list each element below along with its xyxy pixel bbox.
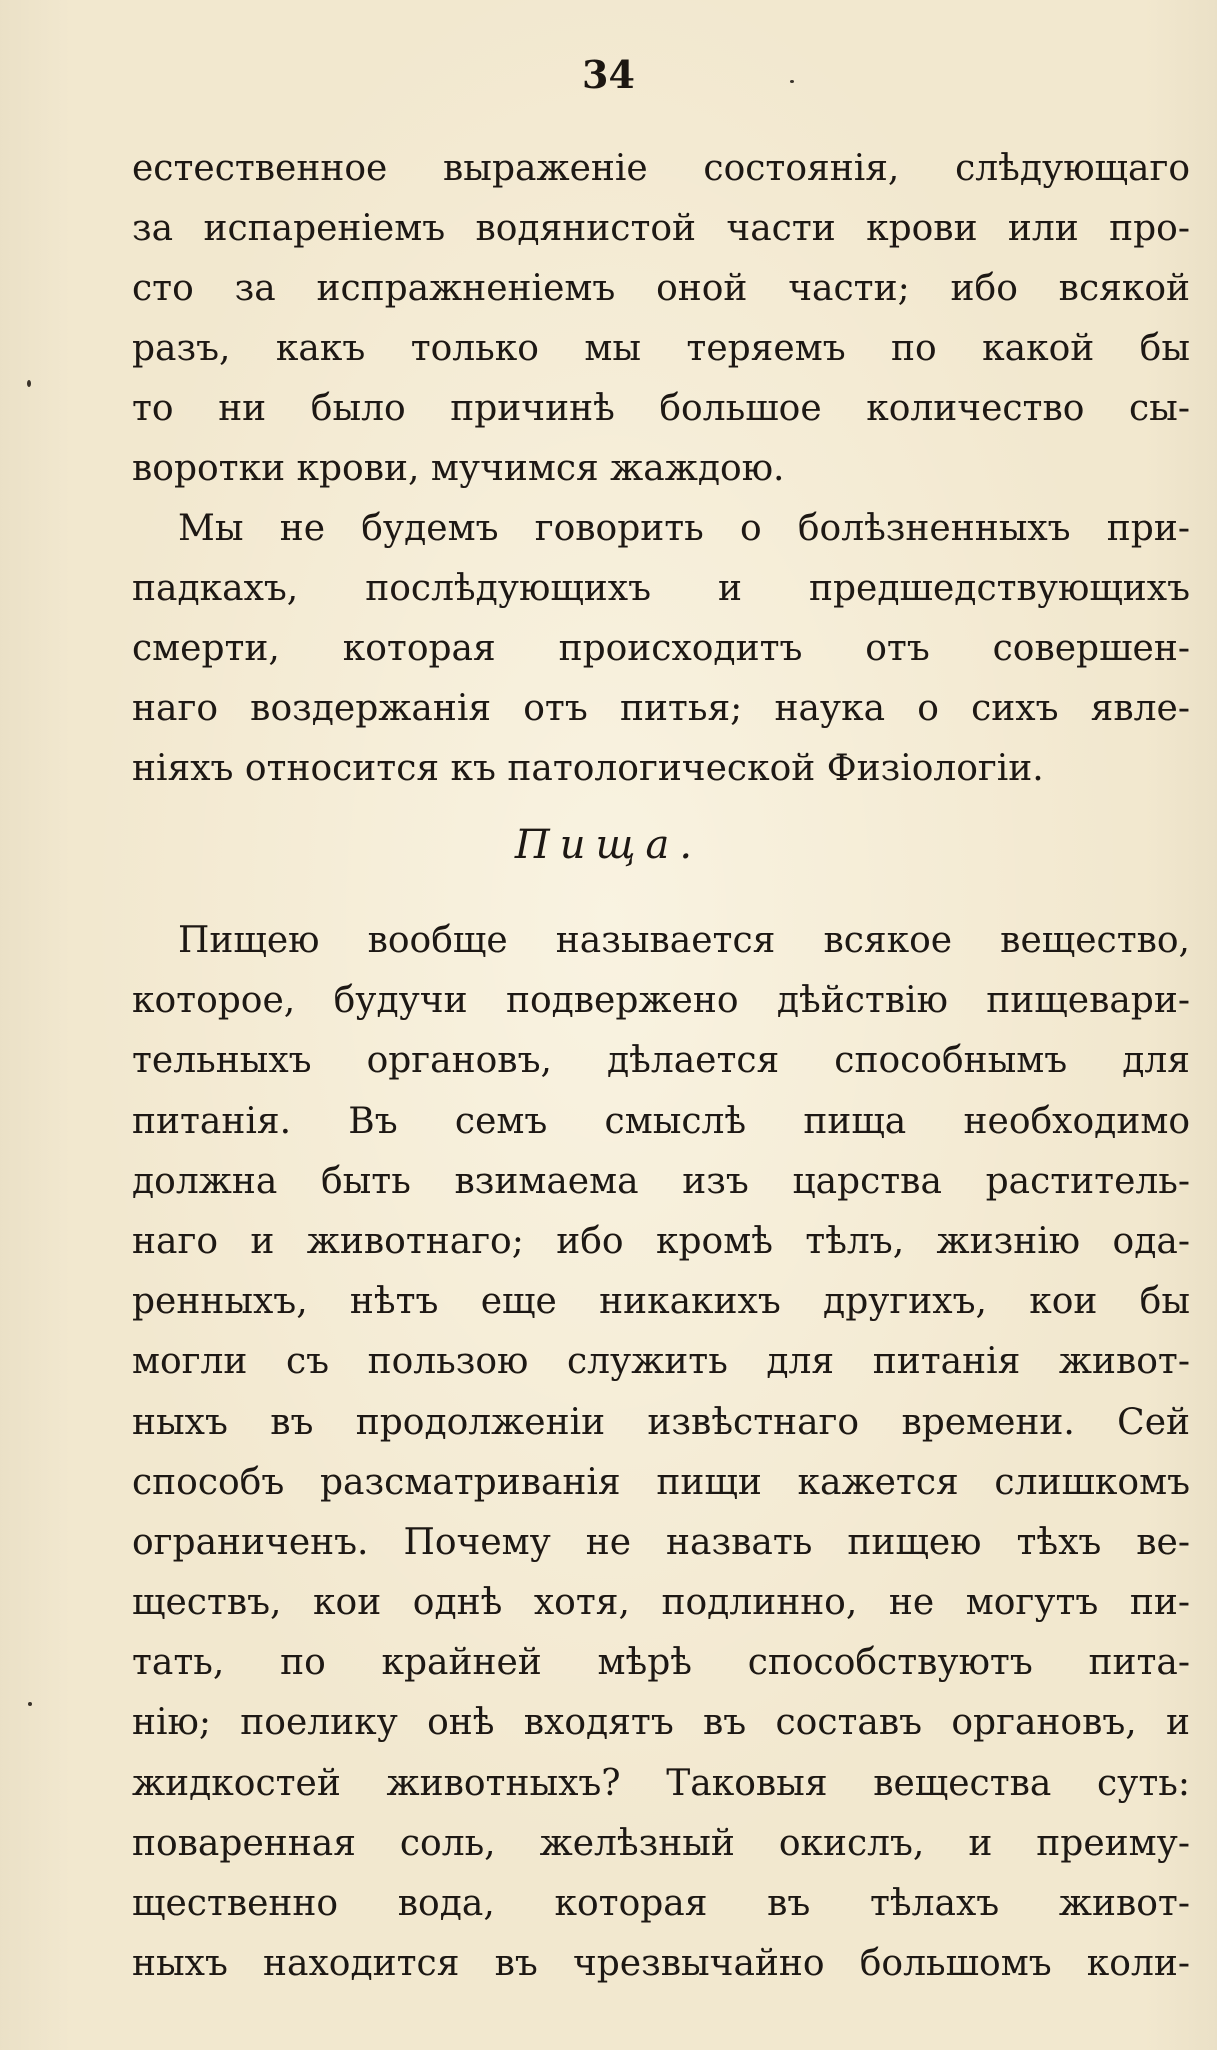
- page-number: 34: [582, 52, 635, 97]
- text-line: способъ разсматриванія пищи кажется слишкомъ: [132, 1461, 1190, 1503]
- section-heading: Пища.: [514, 822, 703, 868]
- text-line: смерти, которая происходитъ отъ совершен-: [132, 628, 1190, 669]
- text-line: нію; поелику онѣ входятъ въ составъ органовъ, и: [132, 1702, 1190, 1744]
- text-line: могли съ пользою служить для питанія живот-: [132, 1341, 1190, 1383]
- paragraph-food: [132, 911, 1190, 1994]
- text-line: ныхъ въ продолженіи извѣстнаго времени. Сей: [132, 1401, 1190, 1443]
- text-line: щественно вода, которая въ тѣлахъ живот-: [132, 1883, 1190, 1924]
- text-line: наго воздержанія отъ питья; наука о сихъ явле-: [132, 688, 1190, 729]
- text-line: должна быть взимаема изъ царства раститель-: [132, 1160, 1190, 1202]
- paragraph-thirst: [132, 499, 1190, 799]
- text-line: тать, по крайней мѣрѣ способствуютъ пита-: [132, 1642, 1190, 1684]
- text-line: разъ, какъ только мы теряемъ по какой бы: [132, 328, 1190, 369]
- text-line: за испареніемъ водянистой части крови или про-: [132, 208, 1190, 249]
- text-line: ществъ, кои однѣ хотя, подлинно, не могутъ пи-: [132, 1582, 1190, 1624]
- text-line: ренныхъ, нѣтъ еще никакихъ другихъ, кои бы: [132, 1281, 1190, 1323]
- text-line: воротки крови, мучимся жаждою.: [132, 448, 785, 489]
- text-line: питанія. Въ семъ смыслѣ пища необходимо: [132, 1100, 1190, 1142]
- text-line: естественное выраженіе состоянія, слѣдующаго: [132, 148, 1190, 189]
- text-line: падкахъ, послѣдующихъ и предшедствующихъ: [132, 568, 1190, 609]
- text-line: жидкостей животныхъ? Таковыя вещества суть:: [132, 1762, 1190, 1804]
- text-line: тельныхъ органовъ, дѣлается способнымъ для: [132, 1040, 1190, 1082]
- text-line: Мы не будемъ говорить о болѣзненныхъ при-: [178, 508, 1190, 549]
- ink-speck: [28, 1702, 32, 1706]
- text-line: то ни было причинѣ большое количество сы-: [132, 388, 1190, 429]
- text-line: ограниченъ. Почему не назвать пищею тѣхъ ве-: [132, 1521, 1190, 1563]
- text-line: которое, будучи подвержено дѣйствію пищевари-: [132, 980, 1190, 1022]
- text-line: ныхъ находится въ чрезвычайно большомъ коли-: [132, 1943, 1190, 1985]
- ink-speck: [790, 80, 794, 83]
- text-line: ніяхъ относится къ патологической Физіологіи.: [132, 748, 1044, 789]
- text-line: сто за испражненіемъ оной части; ибо всякой: [132, 268, 1190, 309]
- paragraph-continuation: [132, 139, 1190, 499]
- ink-speck: [27, 380, 31, 387]
- text-line: наго и животнаго; ибо кромѣ тѣлъ, жизнію ода-: [132, 1220, 1190, 1262]
- text-line: Пищею вообще называется всякое вещество,: [178, 920, 1190, 961]
- text-line: поваренная соль, желѣзный окислъ, и преиму-: [132, 1822, 1190, 1864]
